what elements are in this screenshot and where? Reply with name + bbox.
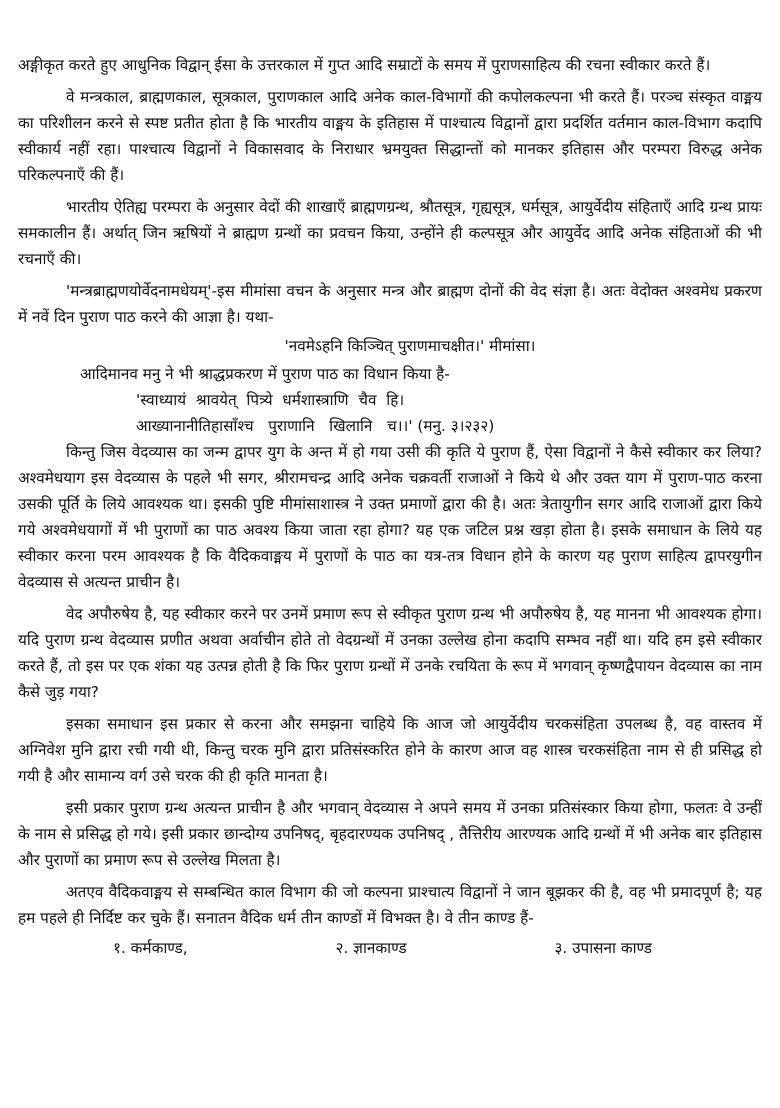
paragraph-mimamsa-vachan: 'मन्त्रब्राह्मणयोर्वेदनामधेयम्'-इस मीमांसा वचन के अनुसार मन्त्र और ब्राह्मण दोनों की वेद संज्ञा है। अतः वेदोक्त अश्वमेध प्रकरण में नवें दिन पुराण पाठ करने की आज्ञा है। यथा- — [18, 282, 762, 326]
paragraph-pratisanskar: इसी प्रकार पुराण ग्रन्थ अत्यन्त प्राचीन है और भगवान् वेदव्यास ने अपने समय में उनका प्रतिसंस्कार किया होगा, फलतः वे उन्हीं के नाम से प्रसिद्ध हो गये। इसी प्रकार छान्दोग्य उपनिषद्, बृहदारण्यक उपनिषद् , तैत्तिरीय आरण्यक आदि ग्रन्थों में भी अनेक बार इतिहास और पुराणों का प्रमाण रूप से उल्लेख मिलता है। — [18, 799, 762, 869]
sloka-line-1: 'स्वाध्यायं श्रावयेत् पित्र्ये धर्मशास्त्राणि चैव हि। — [136, 391, 405, 409]
manu-intro: आदिमानव मनु ने भी श्राद्धप्रकरण में पुराण पाठ का विधान किया है- — [80, 365, 450, 383]
mimamsa-quote: 'नवमेऽहनि किञ्चित् पुराणमाचक्षीत।' मीमांसा। — [284, 337, 536, 355]
kanda-item-upasana: ३. उपासना काण्ड — [554, 939, 652, 957]
paragraph-kanda-intro: अतएव वैदिकवाङ्मय से सम्बन्धित काल विभाग की जो कल्पना प्राश्चात्य विद्वानों ने जान बूझकर की है, वह भी प्रमादपूर्ण है; यह हम पहले ही निर्दिष्ट कर चुके हैं। सनातन वैदिक धर्म तीन काण्डों में विभक्त है। वे तीन काण्ड हैं- — [18, 883, 762, 927]
sloka-line-2: आख्यानानीतिहासाँश्च पुराणानि खिलानि च।।' (मनु. ३।२३२) — [136, 417, 495, 435]
paragraph-apaurusheya: वेद अपौरुषेय है, यह स्वीकार करने पर उनमें प्रमाण रूप से स्वीकृत पुराण ग्रन्थ भी अपौरुषेय है, यह मानना भी आवश्यक होगा। यदि पुराण ग्रन्थ वेदव्यास प्रणीत अथवा अर्वाचीन होते तो वेदग्रन्थों में उनका उल्लेख होना कदापि सम्भव नहीं था। यदि हम इसे स्वीकार करते हैं, तो इस पर एक शंका यह उत्पन्न होती है कि फिर पुराण ग्रन्थों में उनके रचयिता के रूप में भगवान् कृष्णद्वैपायन वेदव्यास का नाम कैसे जुड़ गया? — [18, 605, 762, 701]
kanda-item-jnana: २. ज्ञानकाण्ड — [335, 939, 407, 957]
paragraph-vedavyasa-question: किन्तु जिस वेदव्यास का जन्म द्वापर युग के अन्त में हो गया उसी की कृति ये पुराण हैं, ऐसा विद्वानों ने कैसे स्वीकार कर लिया? अश्वमेधयाग इस वेदव्यास के पहले भी सगर, श्रीरामचन्द्र आदि अनेक चक्रवर्ती राजाओं ने किये थे और उक्त याग में पुराण-पाठ करना उसकी पूर्ति के लिये आवश्यक था। इसकी पुष्टि मीमांसाशास्त्र ने उक्त प्रमाणों द्वारा की है। अतः त्रेतायुगीन सगर आदि राजाओं द्वारा किये गये अश्वमेधयागों में भी पुराणों का पाठ अवश्य किया जाता रहा होगा? यह एक जटिल प्रश्न खड़ा होता है। इसके समाधान के लिये यह स्वीकार करना परम आवश्यक है कि वैदिकवाङ्मय में पुराणों के पाठ का यत्र-तत्र विधान होने के कारण यह पुराण साहित्य द्वापरयुगीन वेदव्यास से अत्यन्त प्राचीन है। — [18, 443, 762, 591]
paragraph-charak-samhita: इसका समाधान इस प्रकार से करना और समझना चाहिये कि आज जो आयुर्वेदीय चरकसंहिता उपलब्ध है, वह वास्तव में अग्निवेश मुनि द्वारा रची गयी थी, किन्तु चरक मुनि द्वारा प्रतिसंस्करित होने के कारण आज वह शास्त्र चरकसंहिता नाम से ही प्रसिद्ध हो गयी है और सामान्य वर्ग उसे चरक की ही कृति मानता है। — [18, 715, 762, 785]
paragraph-kala-vibhag: वे मन्त्रकाल, ब्राह्मणकाल, सूत्रकाल, पुराणकाल आदि अनेक काल-विभागों की कपोलकल्पना भी करते हैं। परञ्च संस्कृत वाङ्मय का परिशीलन करने से स्पष्ट प्रतीत होता है कि भारतीय वाङ्मय के इतिहास में पाश्चात्य विद्वानों द्वारा प्रदर्शित वर्तमान काल-विभाग कदापि स्वीकार्य नहीं रहा। पाश्चात्य विद्वानों ने विकासवाद के निराधार भ्रमयुक्त सिद्धान्तों को मानकर इतिहास और परम्परा विरुद्ध अनेक परिकल्पनाएँ की हैं। — [18, 88, 762, 184]
kanda-item-karma: १. कर्मकाण्ड, — [113, 939, 188, 957]
kanda-list — [18, 935, 762, 961]
paragraph-intro: अङ्गीकृत करते हुए आधुनिक विद्वान् ईसा के उत्तरकाल में गुप्त आदि सम्राटों के समय में पुराणसाहित्य की रचना स्वीकार करते हैं। — [18, 56, 711, 74]
paragraph-aitihya-parampara: भारतीय ऐतिह्य परम्परा के अनुसार वेदों की शाखाएँ ब्राह्मणग्रन्थ, श्रौतसूत्र, गृह्यसूत्र, धर्मसूत्र, आयुर्वेदीय संहिताएँ आदि ग्रन्थ प्रायः समकालीन हैं। अर्थात् जिन ऋषियों ने ब्राह्मण ग्रन्थों का प्रवचन किया, उन्होंने ही कल्पसूत्र और आयुर्वेद आदि अनेक संहिताओं की भी रचनाएँ की। — [18, 198, 762, 268]
